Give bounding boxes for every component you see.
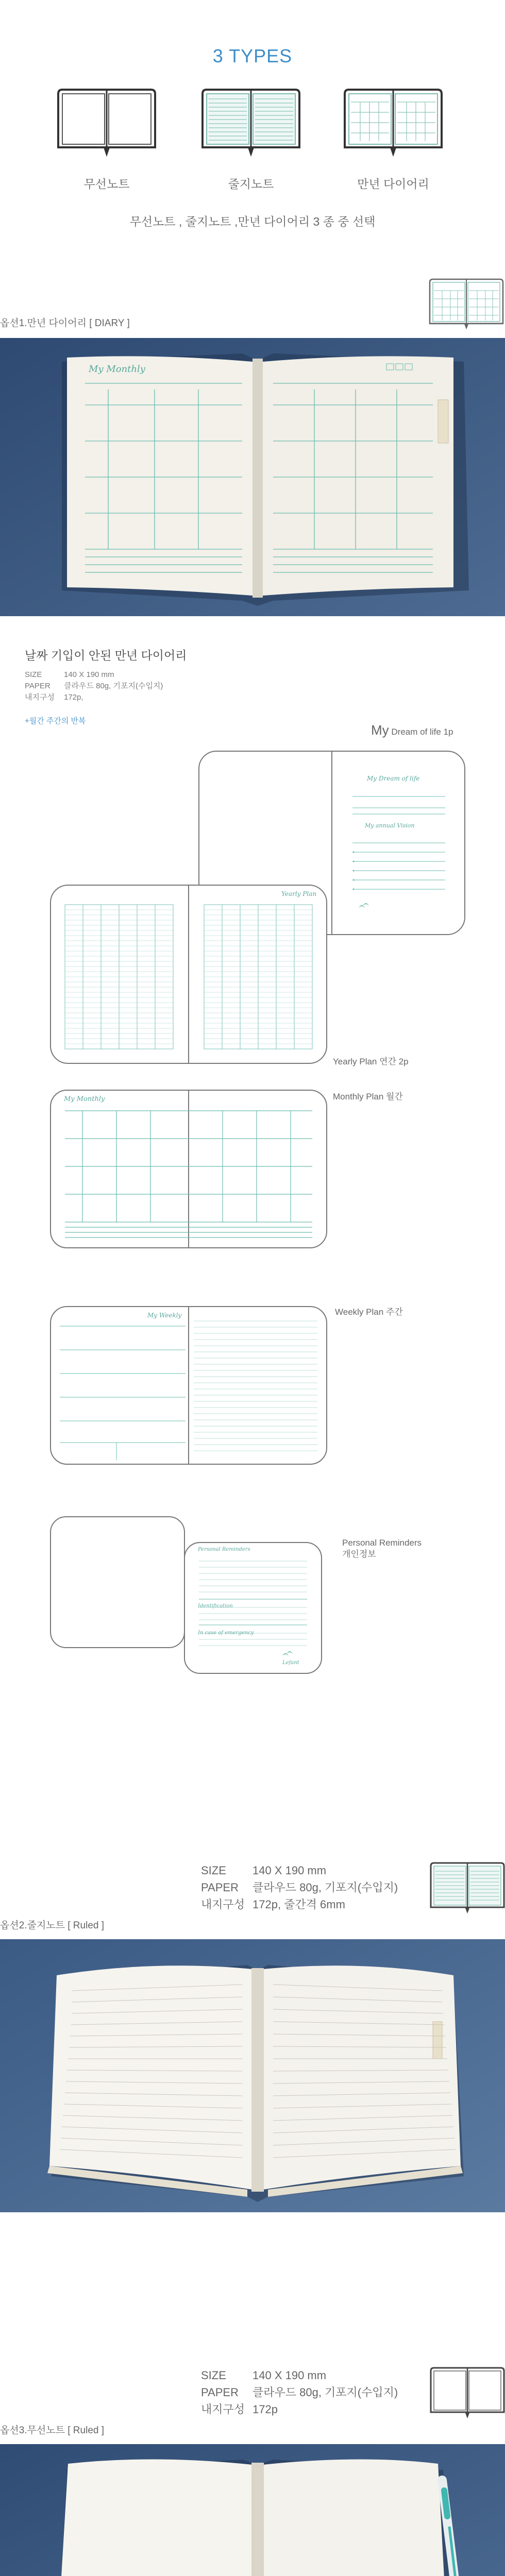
- type-label-plain: 무선노트: [83, 177, 130, 191]
- diary-paper-key: PAPER: [25, 682, 50, 690]
- yearly-title: Yearly Plan: [281, 890, 317, 897]
- diary-photo-title: My Monthly: [89, 364, 145, 375]
- reminders-caption-ko: 개인정보: [342, 1549, 376, 1559]
- open-plain-notebook-illustration: [0, 2444, 505, 2576]
- weekly-caption: Weekly Plan 주간: [335, 1307, 403, 1317]
- type-label-ruled: 줄지노트: [228, 177, 274, 191]
- plain-notebook-icon: [55, 87, 158, 157]
- diary-spec-title: 날짜 기입이 안된 만년 다이어리: [25, 649, 187, 662]
- diary-size: [25, 670, 114, 680]
- diary-paper-value: 클라우드 80g, 기포지(수입지): [64, 682, 163, 690]
- ruled-paper-value: 클라우드 80g, 기포지(수입지): [252, 1881, 398, 1894]
- weekly-plan-page: [49, 1306, 328, 1465]
- diary-repeat-link[interactable]: +월간 주간의 반복: [25, 717, 86, 725]
- emergency-title: In case of emergency: [198, 1630, 254, 1636]
- diary-photo: [0, 338, 505, 616]
- diary-size-value: 140 X 190 mm: [64, 670, 114, 679]
- plain-photo: [0, 2444, 505, 2576]
- plain-pages-key: 내지구성: [201, 2403, 245, 2416]
- personal-reminders-page: [49, 1516, 323, 1675]
- ruled-notebook-icon: [199, 87, 302, 157]
- ruled-paper: [201, 1879, 398, 1896]
- ruled-size: [201, 1862, 326, 1879]
- plain-size-key: SIZE: [201, 2369, 226, 2382]
- diary-pages-key: 내지구성: [25, 693, 55, 702]
- diary-paper: [25, 681, 163, 691]
- ruled-paper-key: PAPER: [201, 1881, 239, 1894]
- plain-paper: [201, 2384, 398, 2401]
- plain-pages-value: 172p: [252, 2403, 278, 2416]
- dream-title: My Dream of life: [367, 775, 420, 782]
- monthly-plan-page: [49, 1089, 328, 1249]
- ruled-pages-value: 172p, 줄간격 6mm: [252, 1898, 345, 1911]
- ruled-size-key: SIZE: [201, 1864, 226, 1877]
- yearly-caption: Yearly Plan 연간 2p: [333, 1057, 409, 1066]
- annual-vision-title: My annual Vision: [365, 822, 415, 829]
- brand-mark: Lefant: [282, 1660, 299, 1666]
- ruled-pages-key: 내지구성: [201, 1898, 245, 1911]
- type-card-plain: [52, 87, 162, 192]
- plain-pages: [201, 2401, 278, 2418]
- diary-pages-value: 172p,: [64, 693, 83, 702]
- type-label-diary: 만년 다이어리: [357, 177, 429, 191]
- dream-caption-text: Dream of life 1p: [391, 727, 453, 737]
- diary-notebook-icon: [342, 87, 445, 157]
- type-card-diary: [338, 87, 448, 192]
- types-title: 3 TYPES: [212, 45, 293, 66]
- open-ruled-notebook-illustration: [0, 1939, 505, 2212]
- reminders-caption: [342, 1537, 422, 1560]
- monthly-caption: Monthly Plan 월간: [333, 1092, 403, 1101]
- plain-size-value: 140 X 190 mm: [252, 2369, 327, 2382]
- diary-pages: [25, 692, 83, 703]
- dream-caption-my: My: [371, 722, 389, 738]
- monthly-title: My Monthly: [64, 1095, 105, 1103]
- plain-paper-key: PAPER: [201, 2386, 239, 2399]
- plain-small-icon: [429, 2366, 505, 2419]
- diary-size-key: SIZE: [25, 670, 42, 679]
- reminders-caption-en: Personal Reminders: [342, 1538, 422, 1548]
- type-card-ruled: [196, 87, 306, 192]
- plain-paper-value: 클라우드 80g, 기포지(수입지): [252, 2386, 398, 2399]
- option2-label: 옵션2.줄지노트 [ Ruled ]: [0, 1920, 105, 1931]
- yearly-plan-page: [49, 884, 328, 1064]
- ruled-size-value: 140 X 190 mm: [252, 1864, 327, 1877]
- diary-small-icon: [428, 277, 505, 331]
- reminders-title: Personal Reminders: [198, 1547, 250, 1552]
- option1-label: 옵션1.만년 다이어리 [ DIARY ]: [0, 318, 130, 329]
- ruled-photo: [0, 1939, 505, 2212]
- option3-label: 옵션3.무선노트 [ Ruled ]: [0, 2425, 105, 2436]
- ruled-pages: [201, 1896, 345, 1913]
- type-description: 무선노트 , 줄지노트 ,만년 다이어리 3 종 중 선택: [129, 215, 376, 228]
- plain-size: [201, 2367, 326, 2384]
- identification-title: Identification: [198, 1603, 233, 1609]
- dream-caption: [371, 724, 453, 738]
- ruled-small-icon: [429, 1861, 505, 1914]
- weekly-title: My Weekly: [147, 1312, 182, 1319]
- open-diary-illustration: [0, 338, 505, 616]
